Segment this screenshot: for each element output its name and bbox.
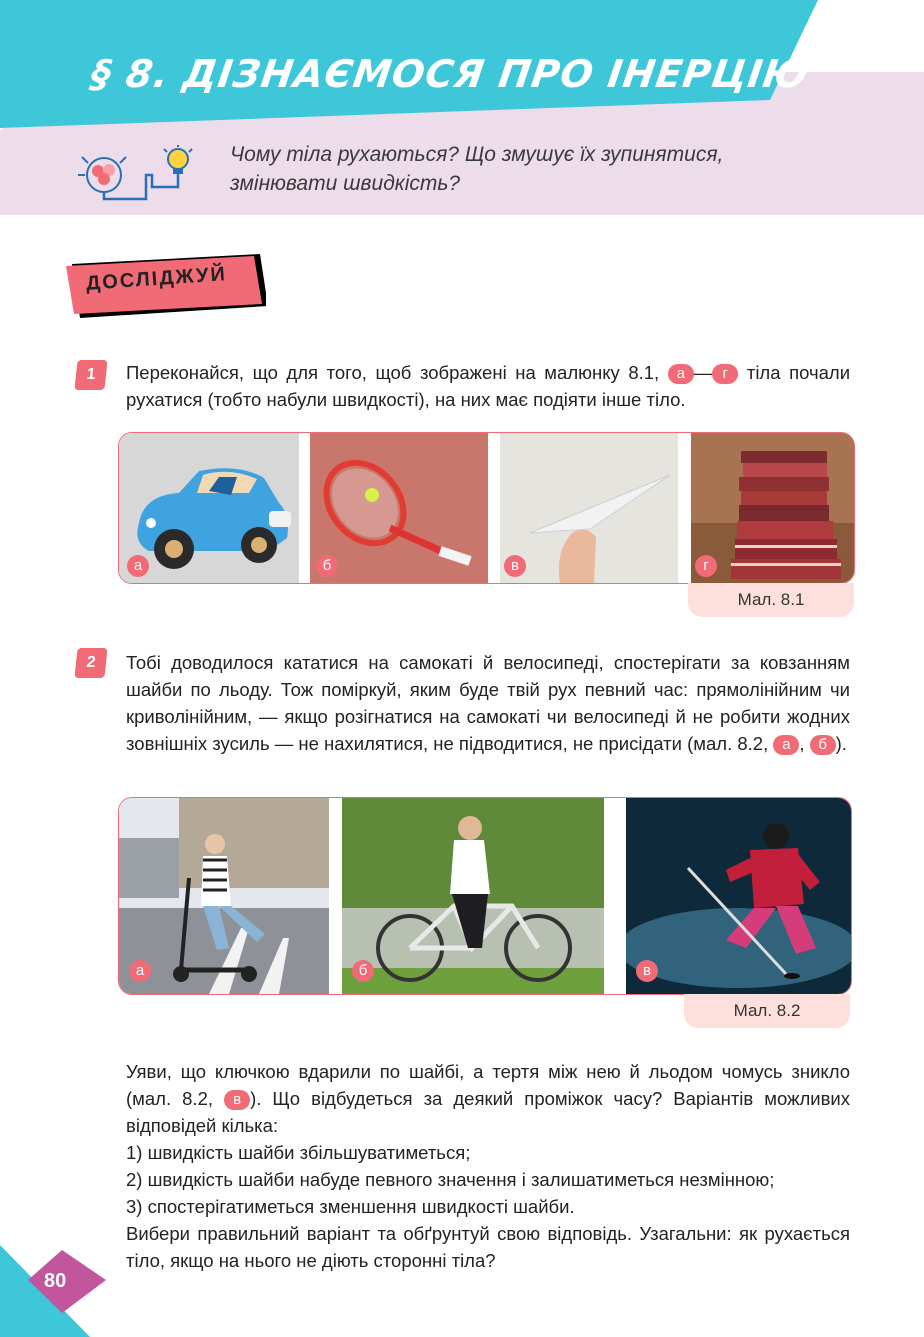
figure-8-2 bbox=[118, 797, 852, 995]
photo-books bbox=[691, 433, 854, 583]
ref-pill-g: г bbox=[712, 364, 738, 384]
figure-8-2-caption: Мал. 8.2 bbox=[684, 994, 850, 1028]
photo-label-a: а bbox=[129, 960, 151, 982]
task-1-text-after: тіла почали рухатися (тобто набули швидкості), на них має подіяти інше тіло. bbox=[126, 362, 851, 410]
ref-pill-v: в bbox=[224, 1090, 250, 1110]
ref-pill-a: а bbox=[773, 735, 799, 755]
dash: — bbox=[693, 362, 713, 383]
task-3-text-before: Уяви, що ключкою вдарили по шайбі, а тертя між нею й льодом чомусь зникло (мал. 8.2, bbox=[126, 1061, 850, 1109]
ref-pill-a: а bbox=[668, 364, 694, 384]
task-1-text-before: Переконайся, що для того, щоб зображені на малюнку 8.1, bbox=[126, 362, 660, 383]
photo-label-v: в bbox=[636, 960, 658, 982]
figure-8-1 bbox=[118, 432, 855, 584]
option-2: 2) швидкість шайби набуде певного значення і залишатиметься незмінною; bbox=[126, 1169, 775, 1190]
question-line-2: змінювати швидкість? bbox=[230, 172, 461, 195]
task-2-text bbox=[126, 649, 850, 757]
option-1: 1) швидкість шайби збільшуватиметься; bbox=[126, 1142, 471, 1163]
ref-pill-b: б bbox=[810, 735, 836, 755]
photo-scooter bbox=[119, 798, 329, 994]
photo-label-a: а bbox=[127, 555, 149, 577]
comma: , bbox=[799, 733, 805, 754]
photo-label-v: в bbox=[504, 555, 526, 577]
photo-label-b: б bbox=[352, 960, 374, 982]
photo-label-g: г bbox=[695, 555, 717, 577]
photo-paper-plane bbox=[500, 433, 678, 583]
task-3-text bbox=[126, 1058, 850, 1274]
task-2-text-before: Тобі доводилося кататися на самокаті й велосипеді, спостерігати за ковзанням шайби по льоду. Тож поміркуй, яким буде твій рух певний час: прямолінійним чи криволінійним, — якщо розігнатися на самокаті чи велосипеді й не робити жодних зовнішніх зусиль — не нахилятися, не підводитися, не присідати (мал. 8.2, bbox=[126, 652, 850, 754]
explore-badge-label: ДОСЛІДЖУЙ bbox=[85, 263, 228, 295]
task-number-1: 1 bbox=[74, 360, 107, 390]
photo-bicycle bbox=[342, 798, 604, 994]
conclusion: Вибери правильний варіант та обґрунтуй свою відповідь. Узагальни: як рухається тіло, якщо на нього не діють сторонні тіла? bbox=[126, 1223, 850, 1271]
photo-toy-car bbox=[119, 433, 299, 583]
brain-lightbulb-icon bbox=[78, 145, 203, 205]
photo-hockey bbox=[626, 798, 851, 994]
task-number-2: 2 bbox=[74, 648, 107, 678]
lesson-question bbox=[230, 140, 830, 198]
page-number-badge bbox=[0, 1245, 140, 1337]
photo-tennis-racket bbox=[310, 433, 488, 583]
explore-badge bbox=[66, 252, 266, 318]
task-1-text bbox=[126, 359, 850, 413]
page-number: 80 bbox=[44, 1270, 67, 1292]
figure-8-1-caption: Мал. 8.1 bbox=[688, 583, 854, 617]
photo-label-b: б bbox=[316, 555, 338, 577]
page-title: § 8. ДІЗНАЄМОСЯ ПРО ІНЕРЦІЮ bbox=[88, 52, 812, 96]
option-3: 3) спостерігатиметься зменшення швидкості шайби. bbox=[126, 1196, 575, 1217]
question-line-1: Чому тіла рухаються? Що змушує їх зупинятися, bbox=[230, 143, 724, 166]
task-3-text-after: ). Що відбудеться за деякий проміжок часу? Варіантів можливих відповідей кілька: bbox=[126, 1088, 851, 1136]
task-2-text-after: ). bbox=[835, 733, 847, 754]
